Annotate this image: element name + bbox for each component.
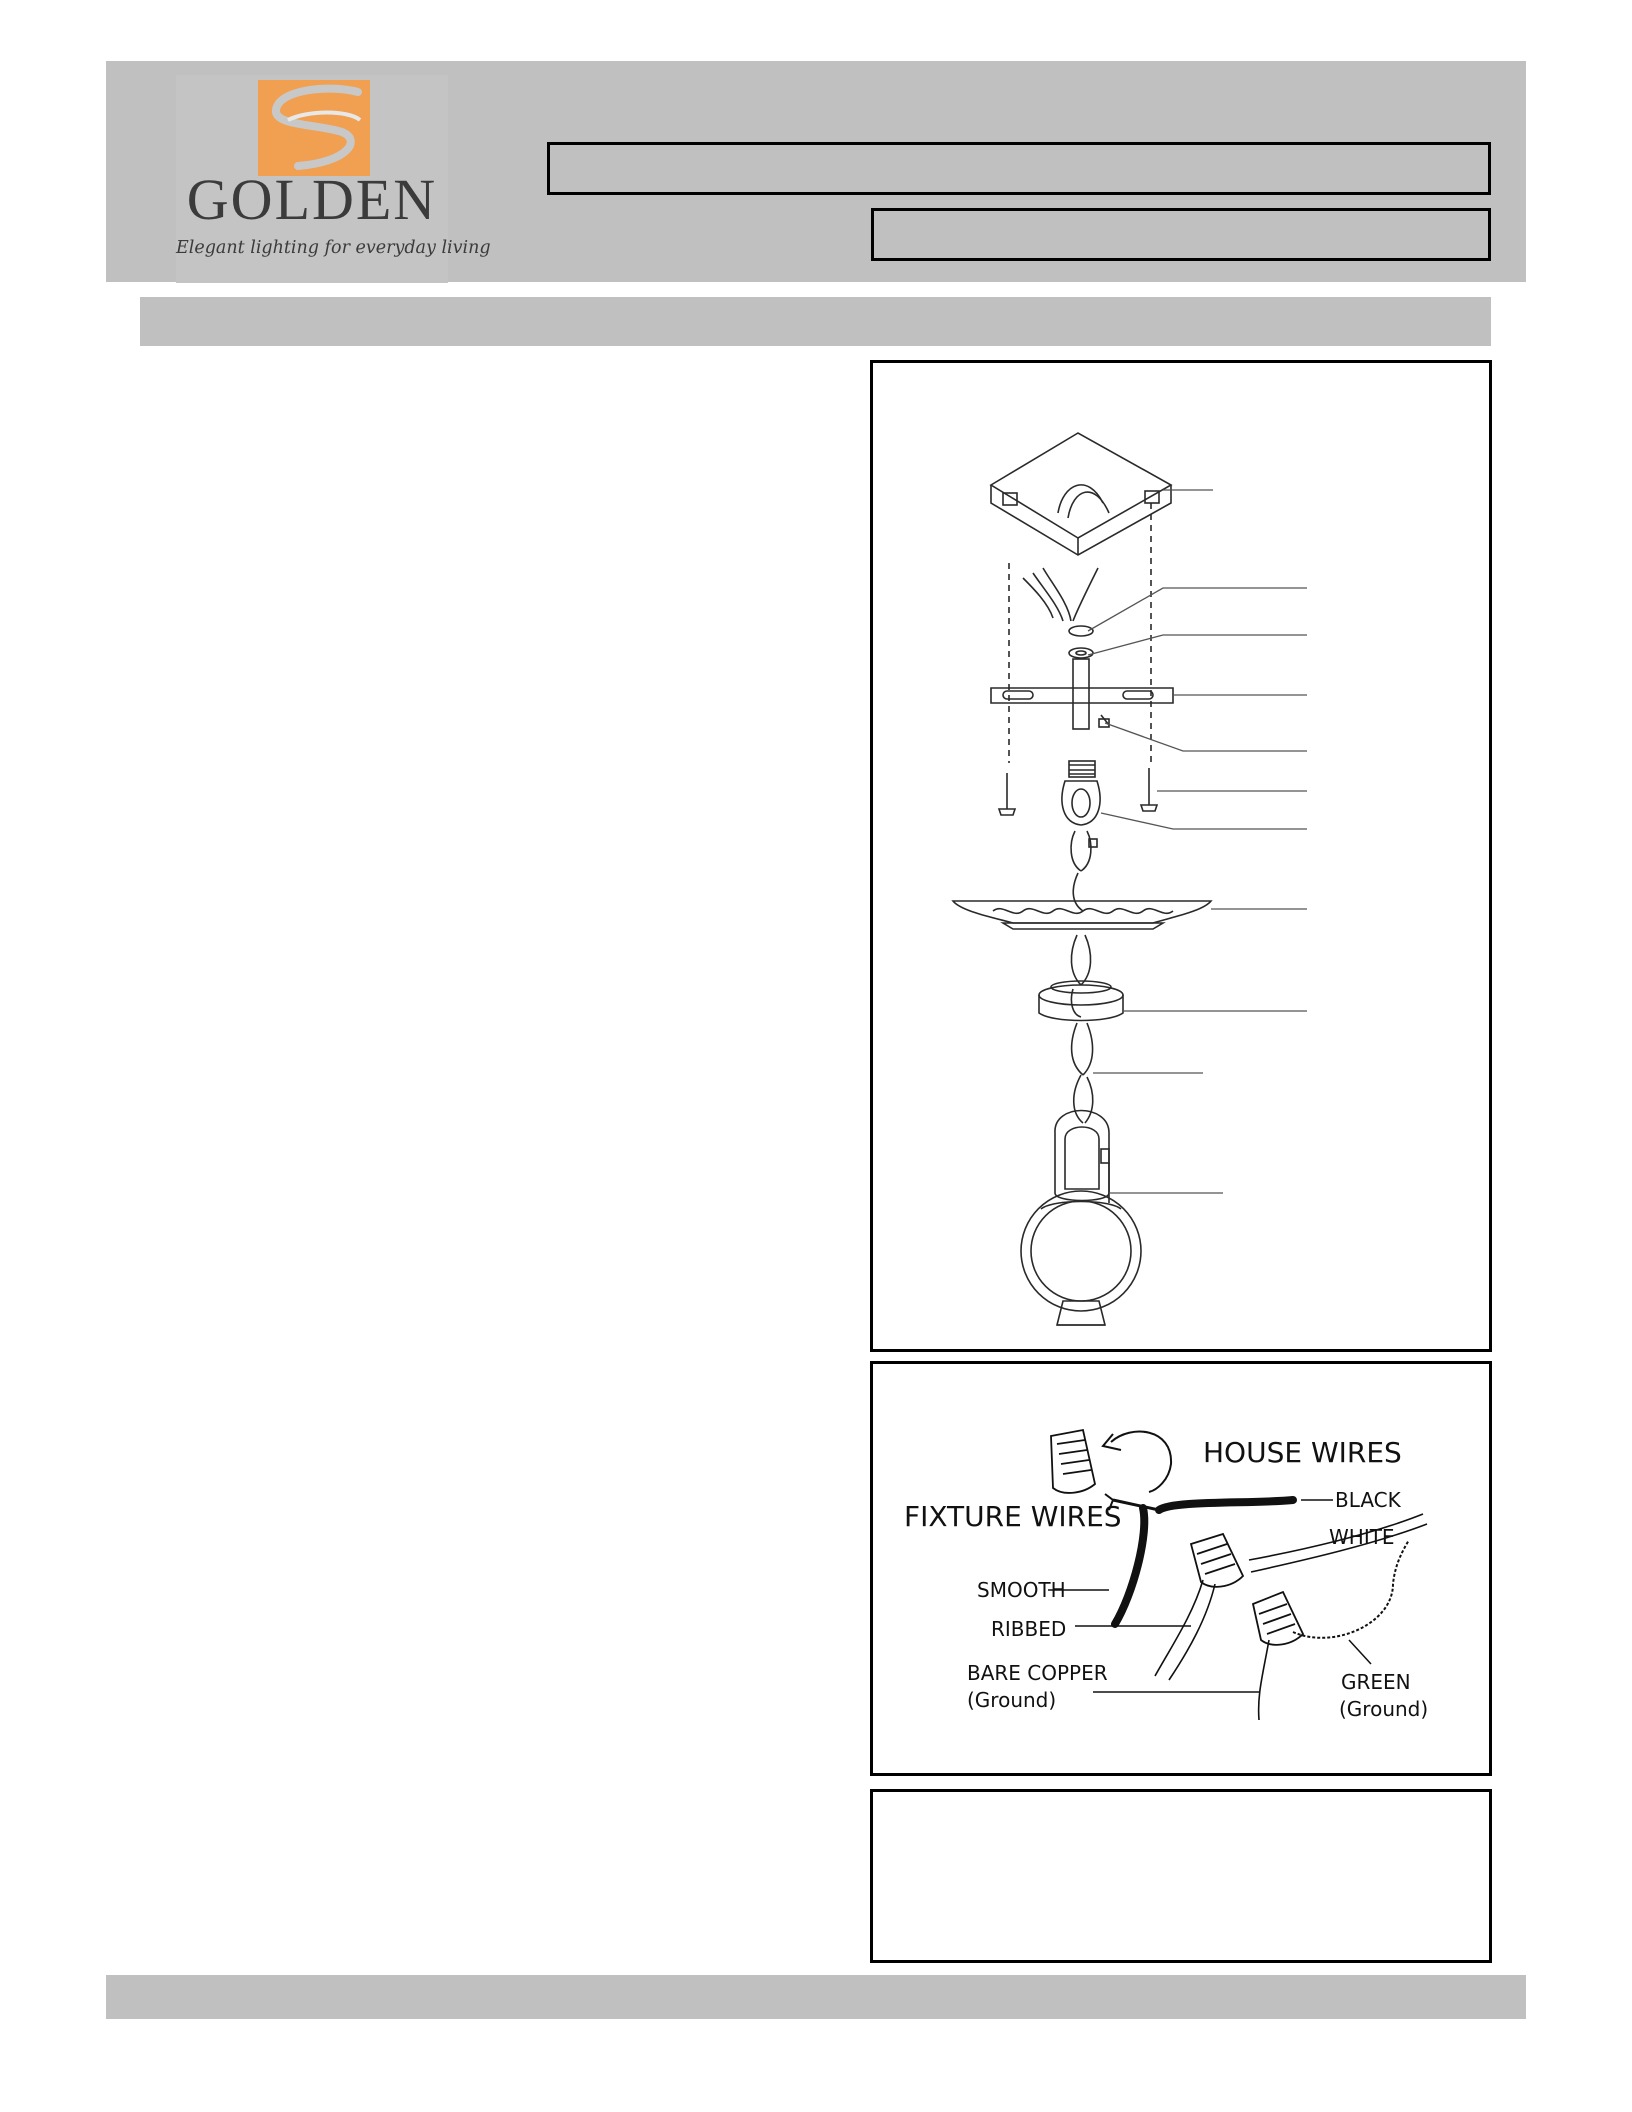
bare-copper-label: BARE COPPER (967, 1661, 1108, 1685)
assembly-diagram-panel (870, 360, 1492, 1352)
company-logo (176, 75, 491, 283)
assembly-diagram (873, 363, 1489, 1349)
black-house-wire (1159, 1500, 1293, 1510)
white-label: WHITE (1329, 1525, 1395, 1549)
wiring-diagram (873, 1364, 1489, 1773)
logo-wordmark: GOLDEN (186, 167, 438, 232)
wiring-diagram-panel (870, 1361, 1492, 1776)
twist-arrow-icon (1103, 1432, 1171, 1492)
fixture-wires-label: FIXTURE WIRES (904, 1500, 1122, 1533)
document-title-box (547, 142, 1491, 195)
house-wires-label: HOUSE WIRES (1203, 1436, 1402, 1469)
wire-nut-icon (1253, 1592, 1303, 1645)
wire-nut-icon (1191, 1534, 1243, 1587)
section-bar (140, 297, 1491, 346)
black-label: BLACK (1335, 1488, 1401, 1512)
smooth-label: SMOOTH (977, 1578, 1066, 1602)
junction-box-icon (991, 433, 1171, 555)
footer-band (106, 1975, 1526, 2019)
bare-copper-ground-label: (Ground) (967, 1688, 1057, 1712)
ribbed-label: RIBBED (991, 1617, 1067, 1641)
logo-tagline: Elegant lighting for everyday living (176, 238, 491, 258)
green-label: GREEN (1341, 1670, 1411, 1694)
document-subtitle-box (871, 208, 1491, 261)
wire-nut-icon (1051, 1430, 1095, 1493)
logo-mark-icon (258, 80, 370, 176)
note-panel (870, 1789, 1492, 1963)
green-ground-label: (Ground) (1339, 1697, 1429, 1721)
